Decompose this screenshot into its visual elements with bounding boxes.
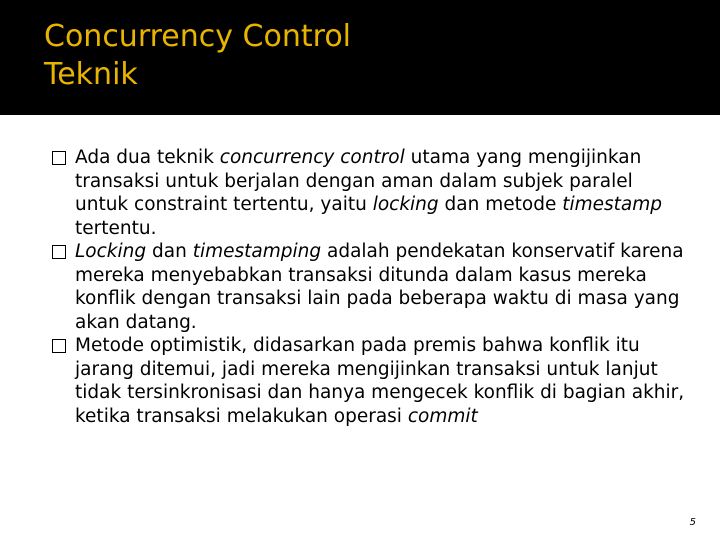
page-number: 5 — [689, 517, 696, 528]
checkbox-bullet-icon — [52, 339, 66, 353]
bullet-3-seg-1: Metode optimistik, didasarkan pada premis bahwa konflik itu jarang ditemui, jadi mereka mengijinkan transaksi untuk lanjut tidak tersinkronisasi dan hanya mengecek konflik di bagian akhir, ketika transaksi melakukan operasi — [75, 335, 685, 427]
bullet-2-seg-2: dan — [146, 241, 193, 262]
checkbox-bullet-icon — [52, 151, 66, 165]
bullet-1-seg-5: dan metode — [438, 194, 563, 215]
slide-title-line-2: Teknik — [44, 57, 138, 92]
bullet-1-seg-2: concurrency control — [219, 147, 405, 168]
bullet-3-seg-2: commit — [407, 405, 478, 427]
bullet-1-seg-4: locking — [372, 194, 439, 215]
slide-title — [44, 18, 351, 94]
bullet-1-seg-7: tertentu. — [75, 217, 157, 239]
bullet-item-2 — [50, 240, 690, 334]
bullet-item-3 — [50, 334, 690, 428]
bullet-2-seg-3: timestamping — [192, 241, 322, 262]
bullet-list — [50, 146, 690, 428]
bullet-1-seg-3: utama yang mengijinkan transaksi untuk berjalan dengan aman dalam subjek paralel untuk constraint tertentu, yaitu — [75, 147, 642, 215]
slide-title-line-1: Concurrency Control — [44, 19, 352, 54]
bullet-2-seg-1: Locking — [75, 241, 147, 262]
bullet-1-seg-6: timestamp — [562, 194, 663, 215]
bullet-item-1 — [50, 146, 690, 240]
checkbox-bullet-icon — [52, 245, 66, 259]
bullet-2-seg-4: adalah pendekatan konservatif karena mereka menyebabkan transaksi ditunda dalam kasus mereka konflik dengan transaksi lain pada beberapa waktu di masa yang akan datang. — [75, 241, 684, 333]
title-bar — [0, 0, 720, 115]
bullet-1-seg-1: Ada dua teknik — [75, 147, 220, 168]
